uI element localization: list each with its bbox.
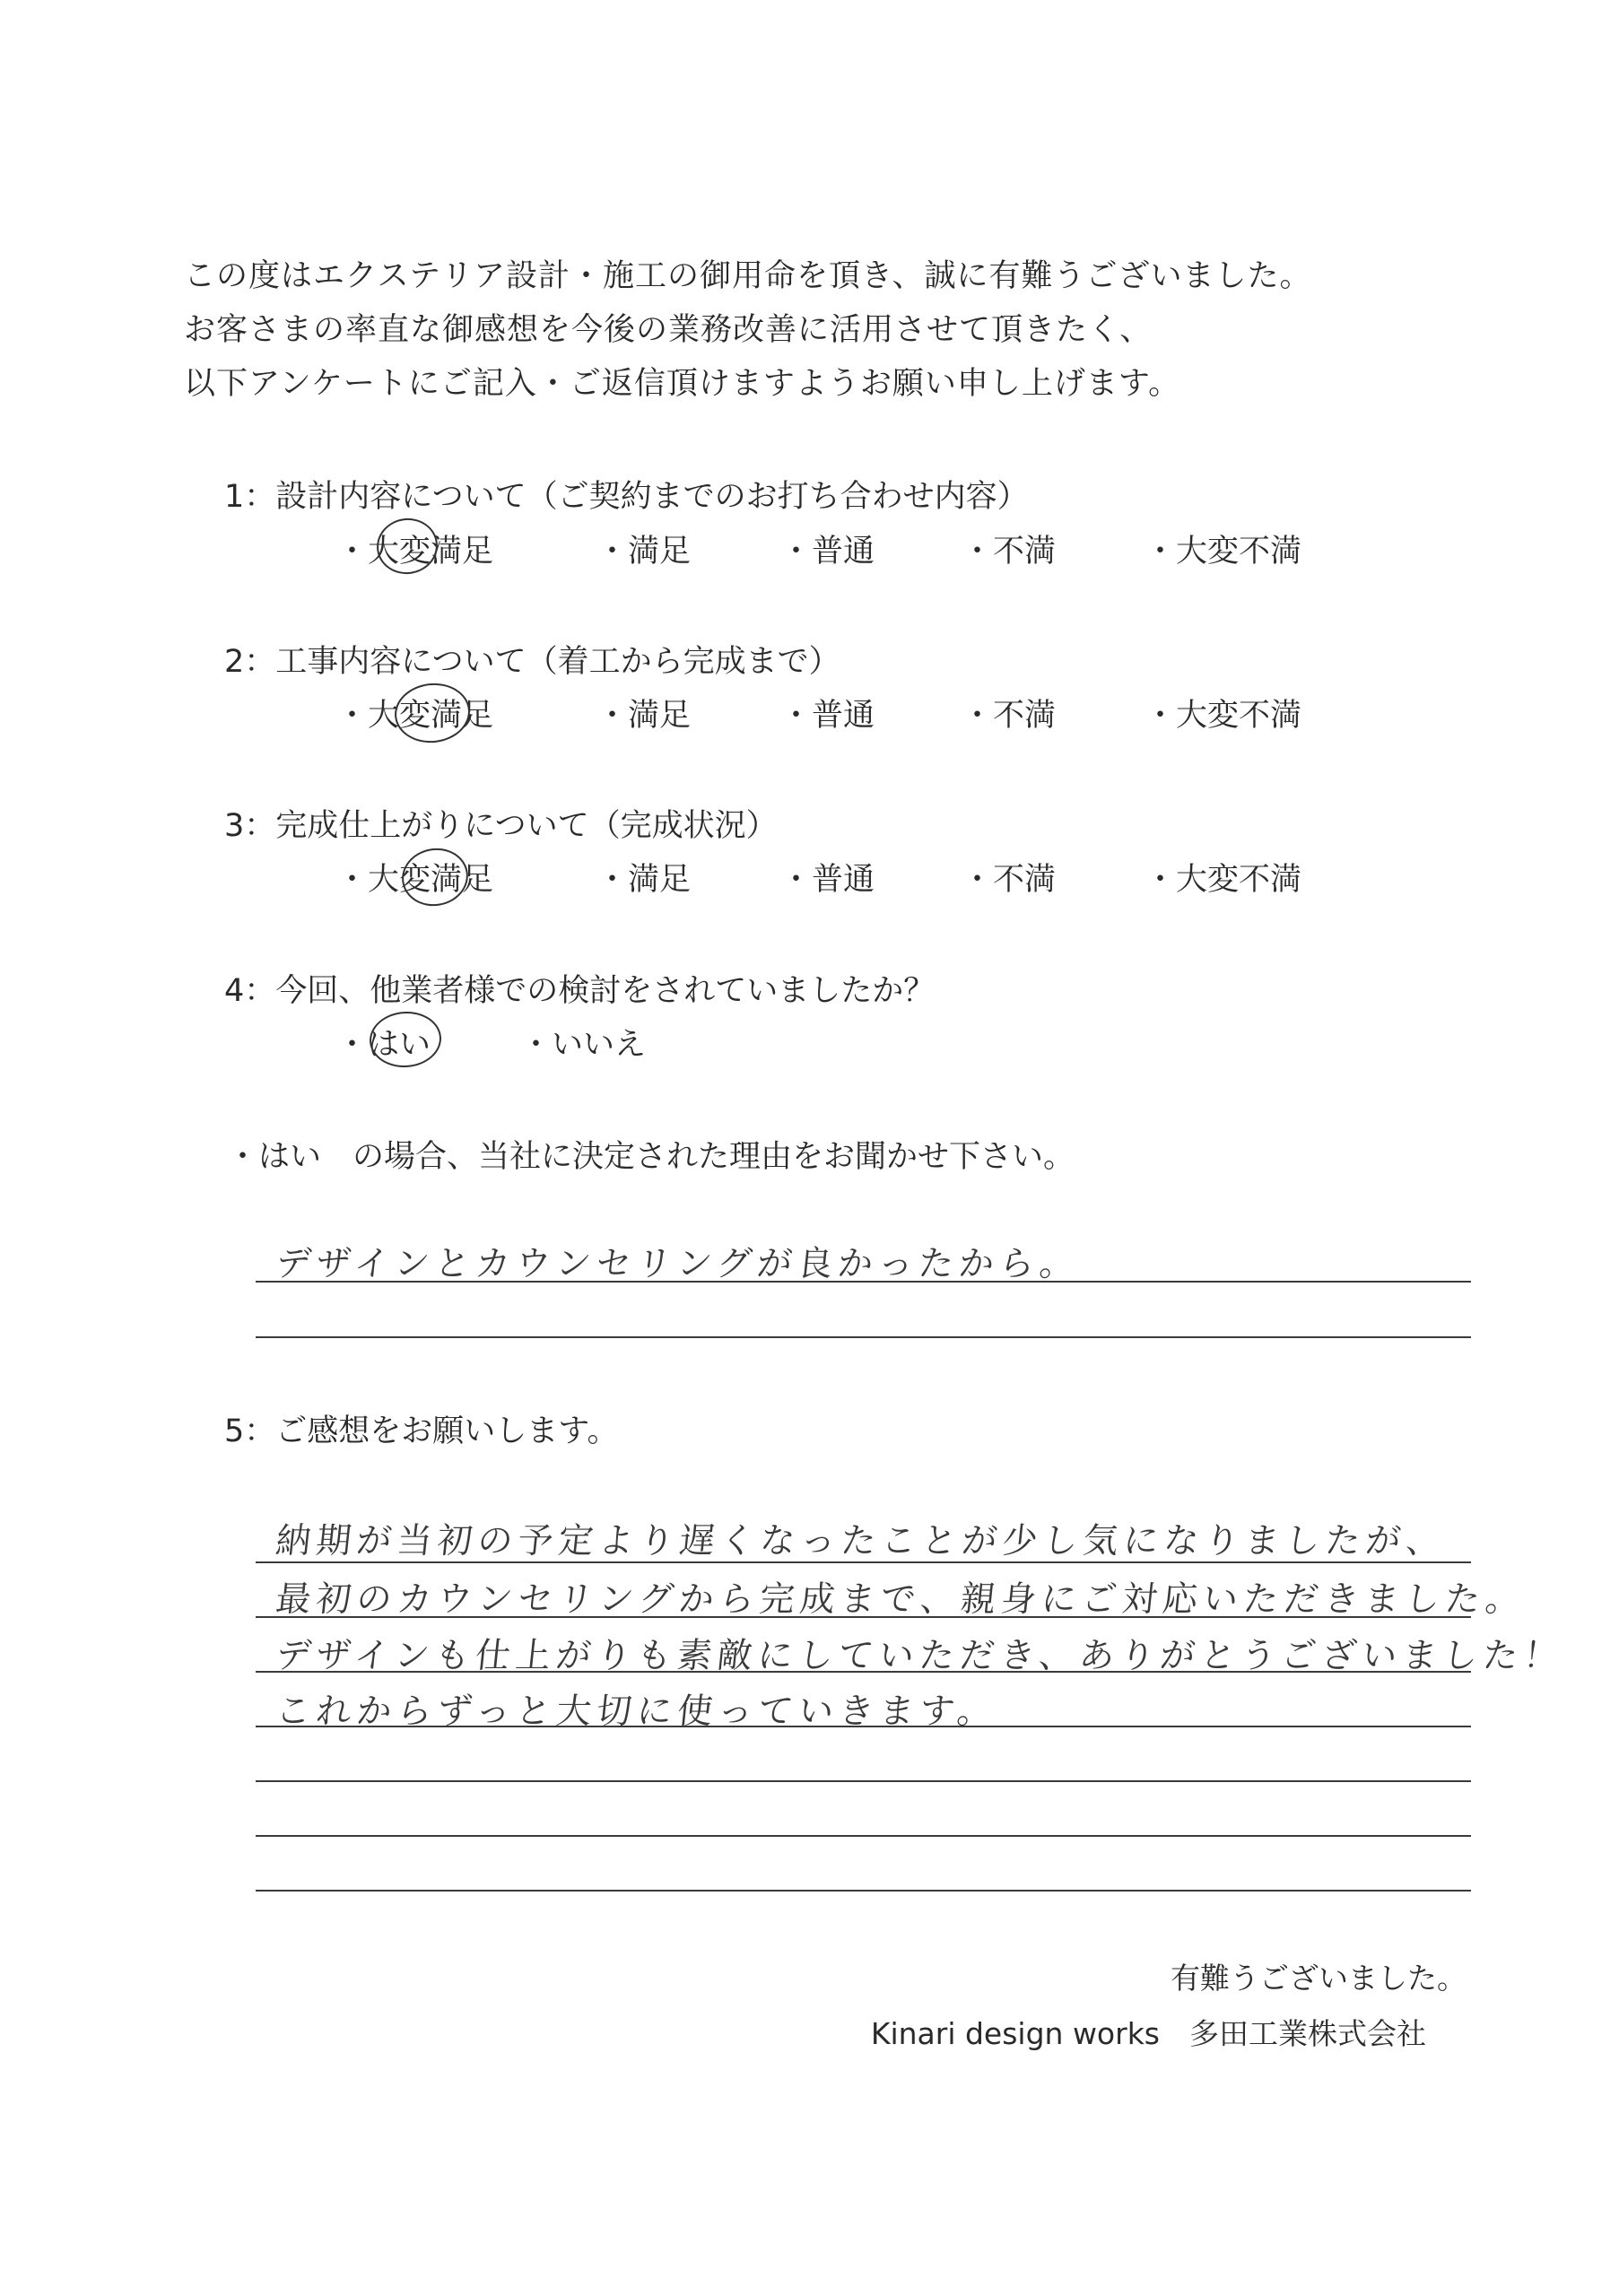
question-2-option-very-satisfied[interactable]: ・大変満足 xyxy=(336,698,494,734)
impression-handwritten-line-3: デザインも仕上がりも素敵にしていただき、ありがとうございました！ xyxy=(274,1636,1566,1676)
impression-handwritten-line-1: 納期が当初の予定より遅くなったことが少し気になりましたが、 xyxy=(274,1521,1449,1561)
closing-thanks: 有難うございました。 xyxy=(1171,1961,1467,1996)
reason-answer-line-2 xyxy=(256,1336,1471,1338)
reason-answer-line-1 xyxy=(256,1281,1471,1283)
impression-line-1 xyxy=(256,1561,1471,1563)
question-3-option-very-dissatisfied[interactable]: ・大変不満 xyxy=(1145,862,1302,898)
impression-line-4 xyxy=(256,1726,1471,1727)
question-2-option-dissatisfied[interactable]: ・不満 xyxy=(962,698,1057,734)
impression-line-7 xyxy=(256,1890,1471,1892)
impression-line-6 xyxy=(256,1835,1471,1837)
question-3-option-dissatisfied[interactable]: ・不満 xyxy=(962,862,1057,898)
intro-line-3: 以下アンケートにご記入・ご返信頂けますようお願い申し上げます。 xyxy=(184,366,1181,402)
intro-line-1: この度はエクステリア設計・施工の御用命を頂き、誠に有難うございました。 xyxy=(184,258,1312,294)
question-1-option-dissatisfied[interactable]: ・不満 xyxy=(962,534,1057,570)
question-2-option-satisfied[interactable]: ・満足 xyxy=(596,698,692,734)
question-3-selection-circle xyxy=(397,843,473,911)
impression-line-5 xyxy=(256,1780,1471,1782)
question-5-label: 5：ご感想をお願いします。 xyxy=(224,1413,619,1449)
impression-handwritten-line-4: これからずっと大切に使っていきます。 xyxy=(274,1692,1000,1732)
question-4-option-no[interactable]: ・いいえ xyxy=(520,1027,647,1063)
question-1-label: 1：設計内容について（ご契約までのお打ち合わせ内容） xyxy=(224,479,1029,515)
impression-handwritten-line-2: 最初のカウンセリングから完成まで、親身にご対応いただきました。 xyxy=(274,1579,1528,1620)
question-1-option-very-satisfied[interactable]: ・大変満足 xyxy=(336,534,494,570)
question-2-selection-circle xyxy=(392,680,473,746)
reason-prompt: ・はい の場合、当社に決定された理由をお聞かせ下さい。 xyxy=(227,1139,1075,1175)
question-3-option-normal[interactable]: ・普通 xyxy=(780,862,875,898)
impression-line-2 xyxy=(256,1616,1471,1618)
question-4-label: 4：今回、他業者様での検討をされていましたか？ xyxy=(224,973,936,1009)
question-1-option-satisfied[interactable]: ・満足 xyxy=(596,534,692,570)
question-1-option-normal[interactable]: ・普通 xyxy=(780,534,875,570)
impression-line-3 xyxy=(256,1671,1471,1673)
question-3-label: 3：完成仕上がりについて（完成状況） xyxy=(224,808,778,844)
company-name: Kinari design works 多田工業株式会社 xyxy=(870,2016,1426,2051)
reason-handwritten-answer: デザインとカウンセリングが良かったから。 xyxy=(274,1244,1083,1284)
question-3-option-very-satisfied[interactable]: ・大変満足 xyxy=(336,862,494,898)
question-2-label: 2：工事内容について（着工から完成まで） xyxy=(224,644,840,680)
question-2-option-very-dissatisfied[interactable]: ・大変不満 xyxy=(1145,698,1302,734)
question-4-option-yes[interactable]: ・はい xyxy=(336,1027,431,1063)
question-3-option-satisfied[interactable]: ・満足 xyxy=(596,862,692,898)
intro-line-2: お客さまの率直な御感想を今後の業務改善に活用させて頂きたく、 xyxy=(184,312,1153,348)
question-1-option-very-dissatisfied[interactable]: ・大変不満 xyxy=(1145,534,1302,570)
question-2-option-normal[interactable]: ・普通 xyxy=(780,698,875,734)
